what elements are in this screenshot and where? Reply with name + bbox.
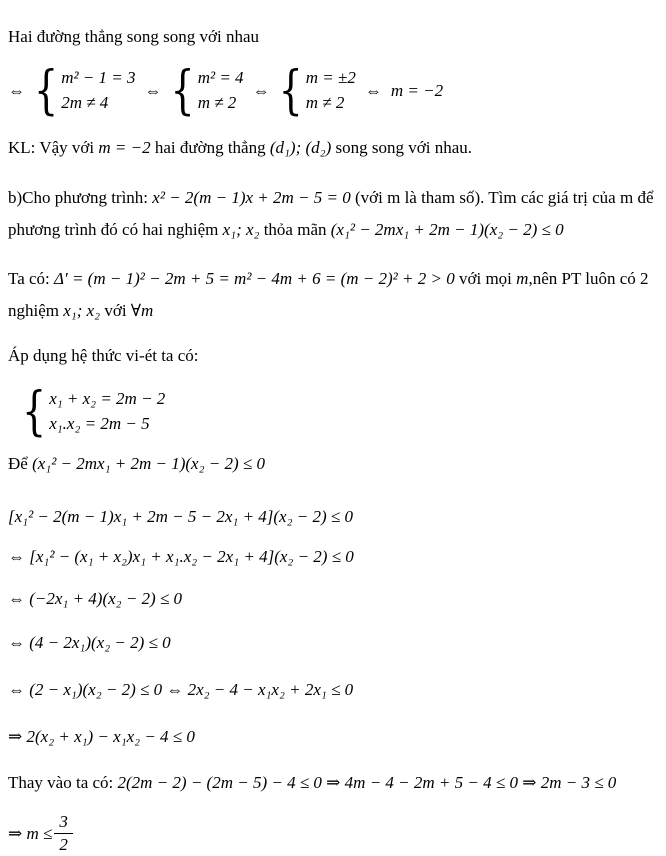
iff-operator: ⇔	[364, 80, 382, 100]
problem-b-statement	[8, 182, 658, 246]
system-equation: m² = 4	[197, 68, 244, 87]
condition-expression: (x₁² − 2mx₁ + 2m − 1)(x₂ − 2) ≤ 0	[32, 454, 265, 473]
conclusion-text: hai đường thẳng	[150, 138, 270, 157]
viete-system	[22, 380, 658, 442]
iff-operator: ⇔	[144, 80, 162, 100]
conclusion-text: song song với nhau.	[331, 138, 472, 157]
final-answer-prefix: ⇒ m ≤	[8, 824, 53, 843]
derivation-step: ⇔ (4 − 2x₁)(x₂ − 2) ≤ 0	[8, 633, 171, 652]
delta-text: ,nên PT luôn có 2 nghiệm	[8, 269, 649, 320]
braced-system-1	[34, 59, 136, 121]
fraction-numerator: 3	[54, 811, 73, 834]
derivation-step: ⇒ 2(x₂ + x₁) − x₁x₂ − 4 ≤ 0	[8, 727, 195, 746]
derivation-step: ⇔ [x₁² − (x₁ + x₂)x₁ + x₁.x₂ − 2x₁ + 4](x₂ − 2) ≤ 0	[8, 547, 354, 566]
condition-line	[8, 452, 658, 475]
statement-text: b)Cho phương trình:	[8, 188, 153, 207]
system-equation: m² − 1 = 3	[61, 68, 136, 87]
equivalence-chain	[8, 59, 658, 121]
delta-forall: ∀m	[130, 301, 154, 320]
braced-system-2	[170, 59, 244, 121]
delta-var: m	[516, 269, 529, 288]
conclusion-lines-names: (d₁); (d₂)	[269, 138, 332, 157]
conclusion-text: KL: Vậy với	[8, 138, 99, 157]
system-equation: 2m ≠ 4	[61, 93, 109, 112]
statement-equation: x² − 2(m − 1)x + 2m − 5 = 0	[152, 188, 351, 207]
substitution-line	[8, 771, 658, 794]
system-rows	[61, 65, 135, 115]
derivation-step: [x₁² − 2(m − 1)x₁ + 2m − 5 − 2x₁ + 4](x₂ − 2) ≤ 0	[8, 507, 353, 526]
statement-roots: x₁; x₂	[222, 220, 260, 239]
delta-text: với mọi	[454, 269, 517, 288]
delta-expression: Δ′ = (m − 1)² − 2m + 5 = m² − 4m + 6 = (m − 2)² + 2 > 0	[54, 269, 455, 288]
system-equation: m = ±2	[305, 68, 356, 87]
left-brace-icon: {	[170, 59, 195, 121]
delta-text: với	[100, 301, 131, 320]
statement-text: thỏa mãn	[259, 220, 331, 239]
conclusion-m-value: m = −2	[98, 138, 151, 157]
viete-label: Áp dụng hệ thức vi-ét ta có:	[8, 346, 199, 365]
final-answer-line	[8, 811, 658, 856]
system-rows	[198, 65, 244, 115]
system-rows	[306, 65, 356, 115]
left-brace-icon: {	[34, 59, 59, 121]
viete-sum-equation: x₁ + x₂ = 2m − 2	[49, 389, 166, 408]
left-brace-icon: {	[22, 380, 47, 442]
iff-operator: ⇔	[8, 80, 25, 100]
system-equation: m ≠ 2	[305, 93, 345, 112]
statement-text: (với m là tham số). Tìm các giá trị của m để phương trình đó có hai nghiệm	[8, 188, 654, 239]
answer-fraction	[54, 811, 73, 856]
derivation-step: ⇔ (2 − x₁)(x₂ − 2) ≤ 0 ⇔ 2x₂ − 4 − x₁x₂ + 2x₁ ≤ 0	[8, 680, 354, 699]
statement-condition: (x₁² − 2mx₁ + 2m − 1)(x₂ − 2) ≤ 0	[330, 220, 564, 239]
left-brace-icon: {	[278, 59, 303, 121]
derivation-step: ⇔ (−2x₁ + 4)(x₂ − 2) ≤ 0	[8, 589, 183, 608]
system-rows	[49, 386, 165, 436]
braced-system-3	[278, 59, 356, 121]
system-equation: m ≠ 2	[197, 93, 237, 112]
fraction-denominator: 2	[59, 835, 68, 854]
substitution-expression: 2(2m − 2) − (2m − 5) − 4 ≤ 0 ⇒ 4m − 4 − 2m + 5 − 4 ≤ 0 ⇒ 2m − 3 ≤ 0	[117, 773, 617, 792]
delta-argument	[8, 263, 658, 327]
document-page	[8, 25, 658, 856]
conclusion-line	[8, 136, 658, 159]
braced-system-viete	[22, 380, 166, 442]
viete-product-equation: x₁.x₂ = 2m − 5	[49, 414, 150, 433]
iff-operator: ⇔	[252, 80, 270, 100]
intro-line: Hai đường thẳng song song với nhau	[8, 27, 260, 46]
delta-roots: x₁; x₂	[63, 301, 101, 320]
chain-result: m = −2	[390, 80, 444, 100]
condition-text: Để	[8, 454, 33, 473]
substitution-text: Thay vào ta có:	[8, 773, 118, 792]
delta-text: Ta có:	[8, 269, 55, 288]
